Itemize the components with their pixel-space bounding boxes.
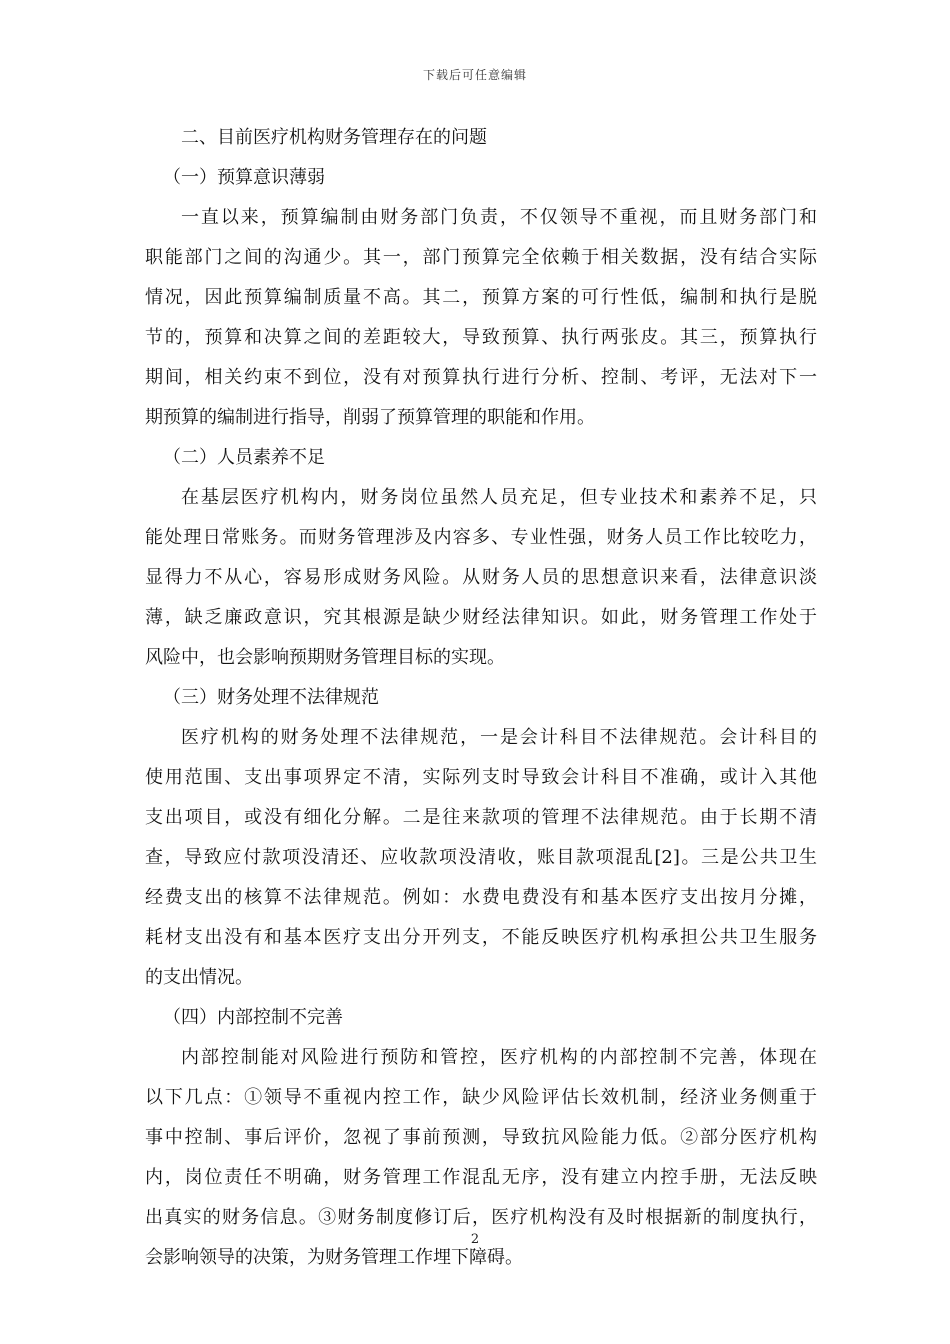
paragraph-line: 查，导致应付款项没清还、应收款项没清收，账目款项混乱[2]。三是公共卫生 bbox=[145, 847, 817, 868]
paragraph-line: 期间，相关约束不到位，没有对预算执行进行分析、控制、考评，无法对下一 bbox=[145, 367, 817, 388]
spacer bbox=[145, 274, 817, 282]
subsection-heading-finance-handling: （三）财务处理不法律规范 bbox=[163, 687, 379, 708]
spacer bbox=[145, 234, 817, 242]
paragraph-line: 事中控制、事后评价，忽视了事前预测，导致抗风险能力低。②部分医疗机构 bbox=[145, 1127, 817, 1148]
paragraph-line: 在基层医疗机构内，财务岗位虽然人员充足，但专业技术和素养不足，只 bbox=[181, 487, 817, 508]
paragraph-line: 薄，缺乏廉政意识，究其根源是缺少财经法律知识。如此，财务管理工作处于 bbox=[145, 607, 817, 628]
spacer bbox=[145, 994, 817, 1002]
spacer bbox=[145, 1114, 817, 1122]
paragraph-line: 支出项目，或没有细化分解。二是往来款项的管理不法律规范。由于长期不清 bbox=[145, 807, 817, 828]
spacer bbox=[145, 1074, 817, 1082]
paragraph-line: 以下几点：①领导不重视内控工作，缺少风险评估长效机制，经济业务侧重于 bbox=[145, 1087, 817, 1108]
paragraph-line: 内部控制能对风险进行预防和管控，医疗机构的内部控制不完善，体现在 bbox=[181, 1047, 817, 1068]
spacer bbox=[145, 354, 817, 362]
paragraph-line: 职能部门之间的沟通少。其一，部门预算完全依赖于相关数据，没有结合实际 bbox=[145, 247, 817, 268]
paragraph-line: 使用范围、支出事项界定不清，实际列支时导致会计科目不准确，或计入其他 bbox=[145, 767, 817, 788]
paragraph-line: 内，岗位责任不明确，财务管理工作混乱无序，没有建立内控手册，无法反映 bbox=[145, 1167, 817, 1188]
paragraph-line: 期预算的编制进行指导，削弱了预算管理的职能和作用。 bbox=[145, 407, 595, 428]
paragraph-line: 情况，因此预算编制质量不高。其二，预算方案的可行性低，编制和执行是脱 bbox=[145, 287, 817, 308]
paragraph-line: 能处理日常账务。而财务管理涉及内容多、专业性强，财务人员工作比较吃力， bbox=[145, 527, 817, 548]
spacer bbox=[145, 194, 817, 202]
spacer bbox=[145, 1034, 817, 1042]
spacer bbox=[145, 794, 817, 802]
paragraph-line: 医疗机构的财务处理不法律规范，一是会计科目不法律规范。会计科目的 bbox=[181, 727, 817, 748]
paragraph-line: 经费支出的核算不法律规范。例如：水费电费没有和基本医疗支出按月分摊， bbox=[145, 887, 817, 908]
spacer bbox=[145, 394, 817, 402]
spacer bbox=[145, 474, 817, 482]
spacer bbox=[145, 434, 817, 442]
spacer bbox=[145, 954, 817, 962]
paragraph-line: 风险中，也会影响预期财务管理目标的实现。 bbox=[145, 647, 505, 668]
spacer bbox=[145, 314, 817, 322]
spacer bbox=[145, 754, 817, 762]
spacer bbox=[145, 914, 817, 922]
spacer bbox=[145, 714, 817, 722]
paragraph-line: 会影响领导的决策，为财务管理工作埋下障碍。 bbox=[145, 1247, 523, 1268]
spacer bbox=[145, 1194, 817, 1202]
spacer bbox=[145, 154, 817, 162]
spacer bbox=[145, 834, 817, 842]
section-title: 二、目前医疗机构财务管理存在的问题 bbox=[181, 127, 487, 148]
page-number: 2 bbox=[470, 1232, 480, 1247]
spacer bbox=[145, 1154, 817, 1162]
paragraph-line: 显得力不从心，容易形成财务风险。从财务人员的思想意识来看，法律意识淡 bbox=[145, 567, 817, 588]
subsection-heading-internal-control: （四）内部控制不完善 bbox=[163, 1007, 343, 1028]
document-body bbox=[145, 122, 817, 1274]
spacer bbox=[145, 634, 817, 642]
paragraph-line: 节的，预算和决算之间的差距较大，导致预算、执行两张皮。其三，预算执行 bbox=[145, 327, 817, 348]
subsection-heading-staff: （二）人员素养不足 bbox=[163, 447, 325, 468]
spacer bbox=[145, 514, 817, 522]
spacer bbox=[145, 554, 817, 562]
paragraph-line: 的支出情况。 bbox=[145, 967, 253, 988]
paragraph-line: 耗材支出没有和基本医疗支出分开列支，不能反映医疗机构承担公共卫生服务 bbox=[145, 927, 817, 948]
paragraph-line: 出真实的财务信息。③财务制度修订后，医疗机构没有及时根据新的制度执行， bbox=[145, 1207, 817, 1228]
page-header-note: 下载后可任意编辑 bbox=[422, 68, 527, 82]
spacer bbox=[145, 874, 817, 882]
spacer bbox=[145, 594, 817, 602]
paragraph-line: 一直以来，预算编制由财务部门负责，不仅领导不重视，而且财务部门和 bbox=[181, 207, 817, 228]
spacer bbox=[145, 674, 817, 682]
subsection-heading-budget: （一）预算意识薄弱 bbox=[163, 167, 325, 188]
